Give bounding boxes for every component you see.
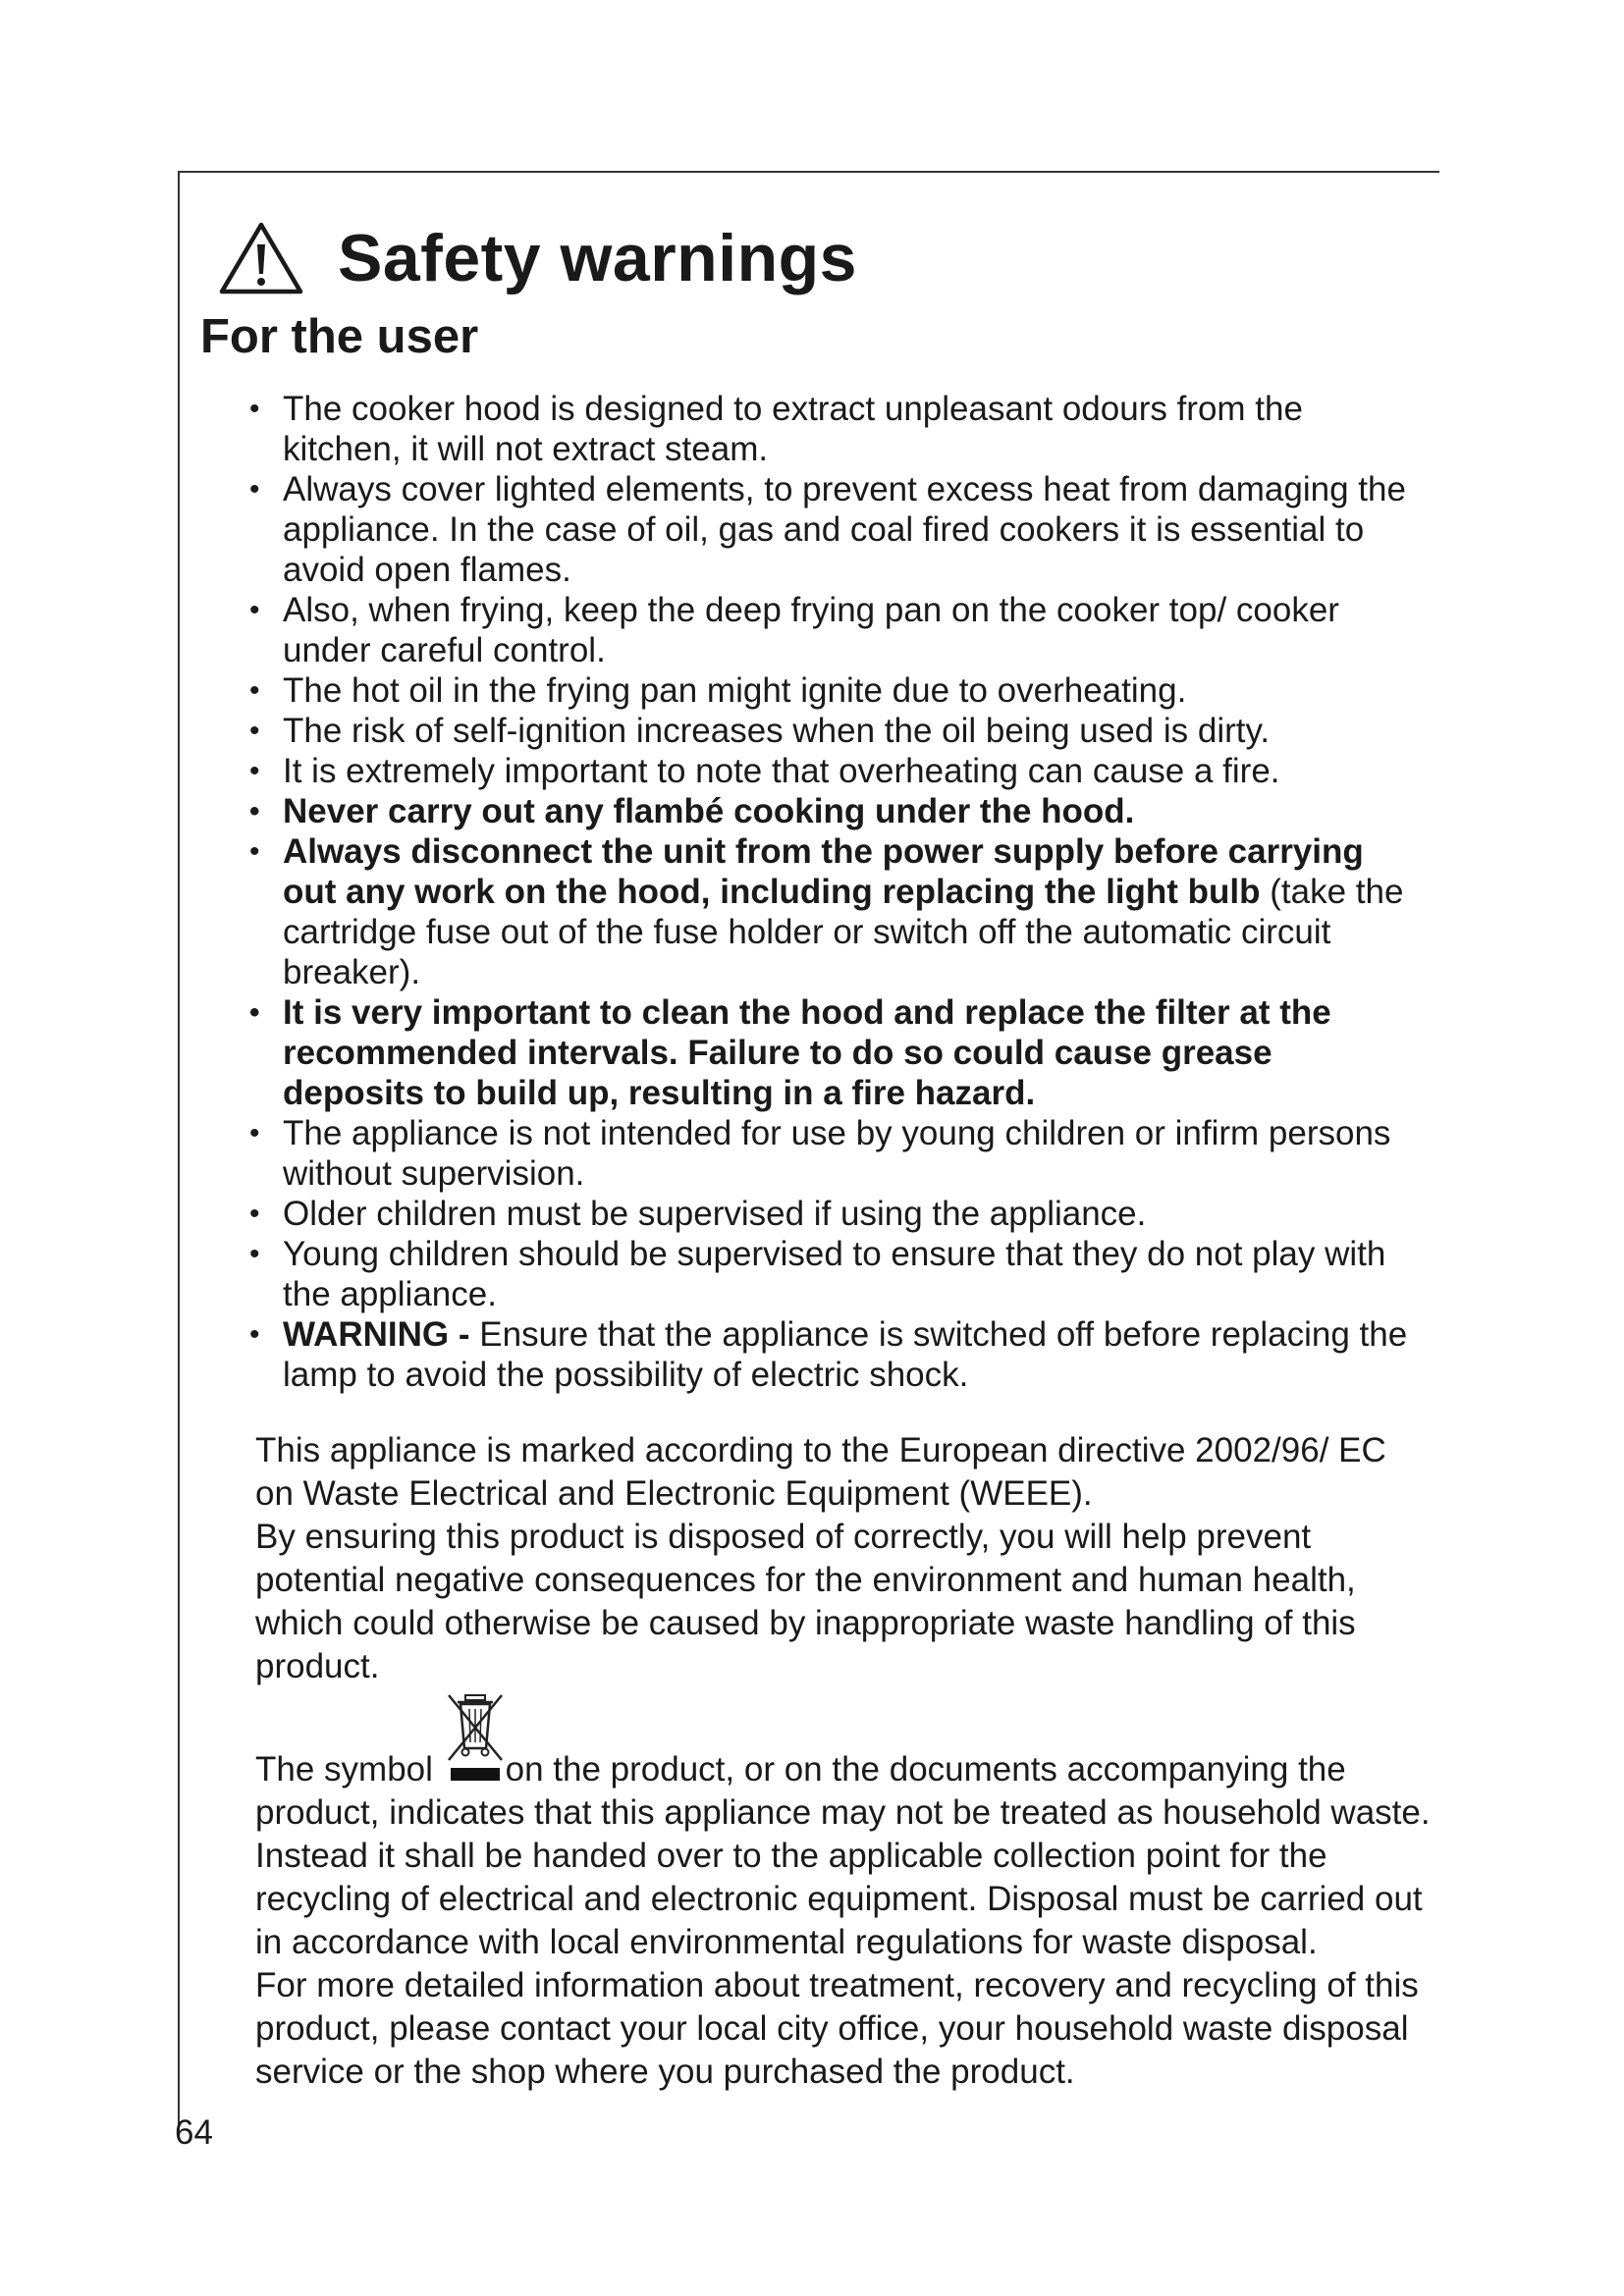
safety-item	[245, 831, 1414, 992]
safety-item	[245, 711, 1414, 751]
safety-item-text: (take the cartridge fuse out of the fuse holder or switch off the automatic circuit breaker).	[283, 873, 1404, 991]
safety-item	[245, 751, 1414, 791]
safety-item	[245, 1113, 1414, 1194]
safety-item-text: The risk of self-ignition increases when the oil being used is dirty.	[283, 712, 1271, 750]
symbol-text-after: on the product, or on the documents accompanying the product, indicates that this appliance may not be treated as household waste. Instead it shall be handed over to the applicable collection point for the recycling of electrical and electronic equipment. Disposal must be carried out in accordance with local environmental regulations for waste disposal.	[255, 1750, 1431, 1961]
safety-item-text: Older children must be supervised if using the appliance.	[283, 1195, 1147, 1233]
safety-item	[245, 791, 1414, 831]
page-number: 64	[175, 2113, 213, 2152]
safety-item-text: It is very important to clean the hood and replace the filter at the recommended intervals. Failure to do so could cause grease deposits to build up, resulting in a fire hazard.	[283, 993, 1331, 1112]
disposal-notice	[255, 1748, 1434, 2094]
safety-item	[245, 1194, 1414, 1234]
page-title: Safety warnings	[338, 221, 857, 295]
symbol-text-before: The symbol	[255, 1750, 443, 1789]
safety-item-text: Also, when frying, keep the deep frying pan on the cooker top/ cooker under careful control.	[283, 591, 1339, 669]
safety-item-text: It is extremely important to note that overheating can cause a fire.	[283, 752, 1280, 790]
left-rule	[178, 171, 180, 2124]
safety-item-text: Never carry out any flambé cooking under the hood.	[283, 792, 1135, 830]
safety-item	[245, 1314, 1414, 1395]
safety-item-text: Ensure that the appliance is switched off before replacing the lamp to avoid the possibility of electric shock.	[283, 1315, 1408, 1394]
safety-item-text: Young children should be supervised to ensure that they do not play with the appliance.	[283, 1235, 1386, 1313]
safety-item	[245, 389, 1414, 469]
disposal-paragraph: For more detailed information about treatment, recovery and recycling of this product, please contact your local city office, your household waste disposal service or the shop where you purchased the product.	[255, 1966, 1419, 2091]
safety-item-bold: Always disconnect the unit from the power supply before carrying out any work on the hood, including replacing the light bulb	[283, 832, 1364, 911]
safety-item	[245, 992, 1414, 1113]
safety-item-text: Always cover lighted elements, to prevent excess heat from damaging the appliance. In the case of oil, gas and coal fired cookers it is essential to avoid open flames.	[283, 470, 1406, 589]
weee-paragraph: By ensuring this product is disposed of correctly, you will help prevent potential negative consequences for the environment and human health, which could otherwise be caused by inappropriate waste handling of this product.	[255, 1518, 1356, 1685]
crossed-out-wheelie-bin-icon	[441, 1691, 510, 1789]
top-rule	[178, 171, 1439, 173]
symbol-paragraph	[255, 1748, 1434, 1964]
safety-item-bold: WARNING -	[283, 1315, 480, 1354]
weee-symbol	[443, 1748, 506, 1791]
weee-paragraph: This appliance is marked according to the European directive 2002/96/ EC on Waste Electrical and Electronic Equipment (WEEE).	[255, 1431, 1386, 1513]
safety-list	[245, 389, 1414, 1395]
title-row	[218, 214, 857, 302]
safety-item	[245, 469, 1414, 590]
safety-item	[245, 1234, 1414, 1314]
warning-triangle-icon	[218, 220, 304, 296]
section-title: For the user	[200, 310, 479, 363]
safety-item-text: The cooker hood is designed to extract unpleasant odours from the kitchen, it will not extract steam.	[283, 390, 1303, 468]
safety-item	[245, 590, 1414, 670]
safety-item-text: The hot oil in the frying pan might ignite due to overheating.	[283, 671, 1187, 710]
safety-item-text: The appliance is not intended for use by young children or infirm persons without supervision.	[283, 1114, 1391, 1193]
safety-item	[245, 670, 1414, 711]
weee-notice	[255, 1429, 1434, 1688]
